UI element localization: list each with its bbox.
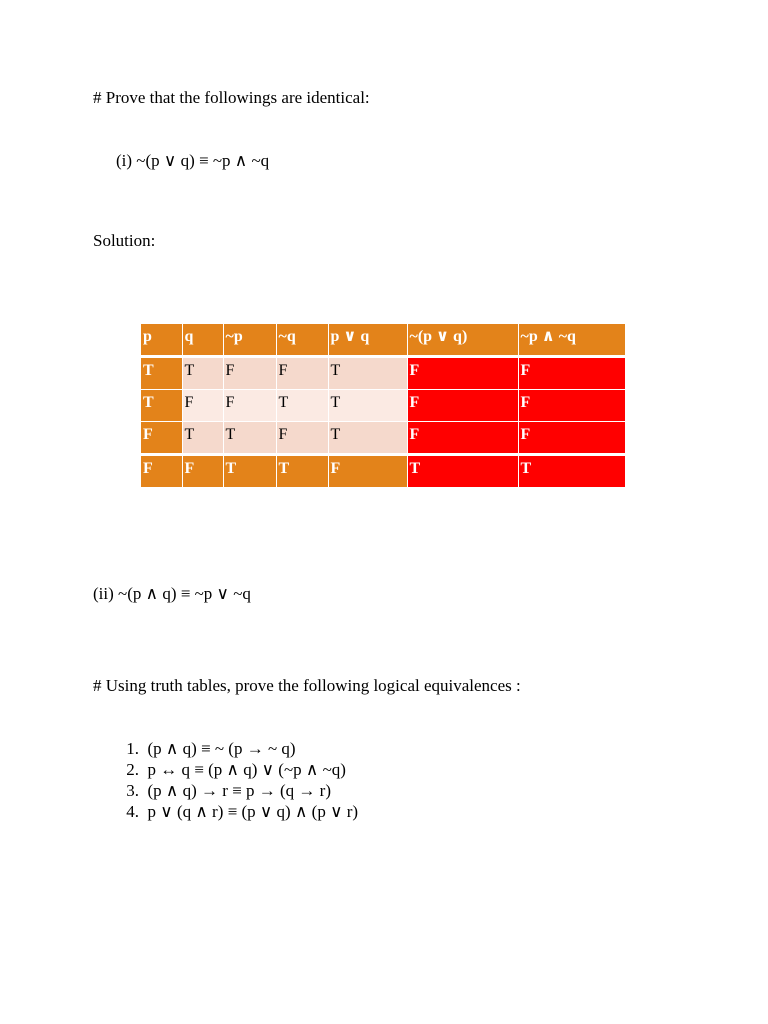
solution-label: Solution: xyxy=(93,231,156,250)
table-cell: T xyxy=(223,455,276,488)
header-p: p xyxy=(141,324,182,357)
header-not-q: ~q xyxy=(276,324,328,357)
table-cell: T xyxy=(407,455,518,488)
table-cell: F xyxy=(518,422,625,455)
header-not-p: ~p xyxy=(223,324,276,357)
table-cell: F xyxy=(223,390,276,422)
part-i-statement: (i) ~(p ∨ q) ≡ ~p ∧ ~q xyxy=(116,151,270,170)
table-cell: T xyxy=(328,422,407,455)
table-cell: T xyxy=(276,455,328,488)
equivalence-text: p ∨ (q ∧ r) ≡ (p ∨ q) ∧ (p ∨ r) xyxy=(147,802,359,821)
table-cell: F xyxy=(407,357,518,390)
table-cell: F xyxy=(141,455,182,488)
table-cell: T xyxy=(328,357,407,390)
table-cell: F xyxy=(276,422,328,455)
list-item xyxy=(93,738,358,759)
equivalences-list xyxy=(93,738,358,822)
table-cell: F xyxy=(223,357,276,390)
table-cell: T xyxy=(182,422,223,455)
table-cell: T xyxy=(182,357,223,390)
header-q: q xyxy=(182,324,223,357)
table-cell: T xyxy=(141,390,182,422)
table-cell: T xyxy=(276,390,328,422)
truth-table xyxy=(141,324,626,487)
table-row xyxy=(141,357,625,390)
list-item xyxy=(93,780,358,801)
list-item xyxy=(93,801,358,822)
table-cell: F xyxy=(518,357,625,390)
table-cell: T xyxy=(518,455,625,488)
heading-truth-tables: # Using truth tables, prove the following logical equivalences : xyxy=(93,676,521,695)
table-cell: F xyxy=(182,455,223,488)
list-item xyxy=(93,759,358,780)
equivalence-text: p ↔ q ≡ (p ∧ q) ∨ (~p ∧ ~q) xyxy=(147,760,346,779)
equivalence-text: (p ∧ q) → r ≡ p → (q → r) xyxy=(147,781,331,800)
table-cell: F xyxy=(407,390,518,422)
list-number: 2. xyxy=(126,760,139,779)
list-number: 4. xyxy=(126,802,139,821)
heading-prove-identical: # Prove that the followings are identical: xyxy=(93,88,370,107)
header-not-p-or-q: ~(p ∨ q) xyxy=(407,324,518,357)
table-cell: F xyxy=(328,455,407,488)
table-row xyxy=(141,455,625,488)
equivalence-text: (p ∧ q) ≡ ~ (p → ~ q) xyxy=(147,739,296,758)
table-cell: T xyxy=(141,357,182,390)
table-cell: T xyxy=(223,422,276,455)
table-row xyxy=(141,390,625,422)
list-number: 3. xyxy=(126,781,139,800)
table-cell: T xyxy=(328,390,407,422)
table-cell: F xyxy=(407,422,518,455)
table-row xyxy=(141,422,625,455)
table-cell: F xyxy=(276,357,328,390)
table-cell: F xyxy=(182,390,223,422)
table-cell: F xyxy=(518,390,625,422)
header-p-or-q: p ∨ q xyxy=(328,324,407,357)
header-not-p-and-not-q: ~p ∧ ~q xyxy=(518,324,625,357)
list-number: 1. xyxy=(126,739,139,758)
table-cell: F xyxy=(141,422,182,455)
part-ii-statement: (ii) ~(p ∧ q) ≡ ~p ∨ ~q xyxy=(93,584,251,603)
truth-table-header-row xyxy=(141,324,625,357)
